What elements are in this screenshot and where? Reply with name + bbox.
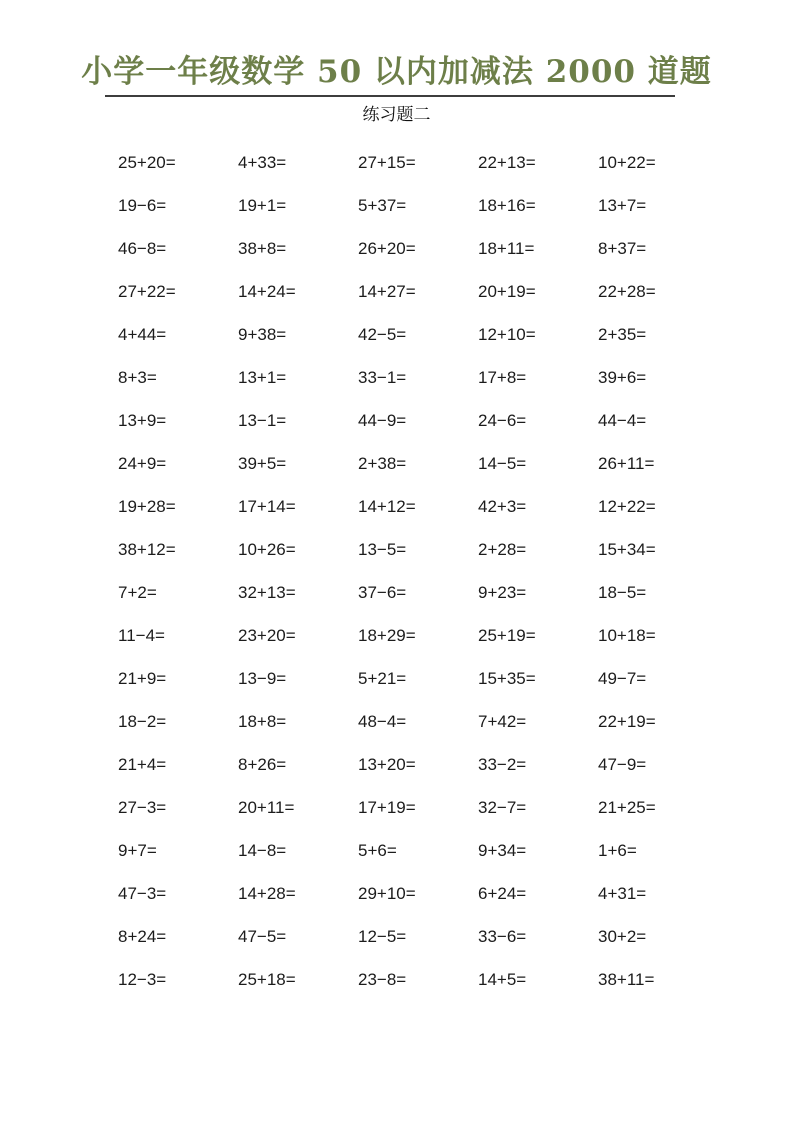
problem-cell: 22+19= [598, 712, 656, 731]
problem-cell: 8+3= [118, 368, 157, 387]
problem-cell: 14−8= [238, 841, 287, 860]
problem-cell: 44−4= [598, 411, 647, 430]
problem-cell: 32+13= [238, 583, 296, 602]
problem-cell: 2+38= [358, 454, 407, 473]
problem-cell: 42−5= [358, 325, 407, 344]
problem-cell: 26+20= [358, 239, 416, 258]
problem-cell: 25+18= [238, 970, 296, 989]
problem-cell: 25+20= [118, 153, 176, 172]
problem-cell: 33−1= [358, 368, 407, 387]
problem-cell: 21+9= [118, 669, 167, 688]
problem-cell: 8+24= [118, 927, 167, 946]
problem-cell: 27−3= [118, 798, 167, 817]
problem-cell: 4+33= [238, 153, 287, 172]
problem-cell: 18+16= [478, 196, 536, 215]
problem-cell: 4+44= [118, 325, 167, 344]
problem-cell: 38+11= [598, 970, 655, 989]
problem-cell: 18−2= [118, 712, 167, 731]
problem-cell: 1+6= [598, 841, 637, 860]
problem-cell: 30+2= [598, 927, 647, 946]
problem-cell: 48−4= [358, 712, 407, 731]
problem-cell: 13−9= [238, 669, 287, 688]
problem-cell: 13+7= [598, 196, 647, 215]
problem-cell: 23−8= [358, 970, 407, 989]
problem-cell: 5+21= [358, 669, 407, 688]
problem-cell: 8+37= [598, 239, 647, 258]
problem-cell: 20+19= [478, 282, 536, 301]
problem-cell: 38+12= [118, 540, 176, 559]
problem-cell: 39+6= [598, 368, 647, 387]
problem-cell: 12+10= [478, 325, 536, 344]
problem-cell: 2+35= [598, 325, 647, 344]
problem-cell: 13+1= [238, 368, 287, 387]
problem-cell: 46−8= [118, 239, 167, 258]
problem-cell: 33−6= [478, 927, 527, 946]
problem-cell: 20+11= [238, 798, 295, 817]
problem-cell: 18−5= [598, 583, 647, 602]
problem-cell: 13−1= [238, 411, 287, 430]
worksheet-subtitle: 练习题二 [362, 105, 431, 124]
problem-cell: 4+31= [598, 884, 647, 903]
problem-cell: 32−7= [478, 798, 527, 817]
problem-cell: 14+28= [238, 884, 296, 903]
problem-cell: 8+26= [238, 755, 287, 774]
problem-cell: 18+29= [358, 626, 416, 645]
problem-cell: 7+42= [478, 712, 527, 731]
problem-cell: 33−2= [478, 755, 527, 774]
problem-cell: 39+5= [238, 454, 287, 473]
problem-cell: 9+23= [478, 583, 527, 602]
title-underline [105, 95, 675, 97]
problem-cell: 14+5= [478, 970, 527, 989]
problem-cell: 47−9= [598, 755, 647, 774]
problem-cell: 19+1= [238, 196, 287, 215]
problem-cell: 5+6= [358, 841, 397, 860]
problem-cell: 12−3= [118, 970, 167, 989]
problems-grid [118, 141, 793, 1001]
problem-cell: 12+22= [598, 497, 656, 516]
problem-cell: 14+27= [358, 282, 416, 301]
problem-cell: 24+9= [118, 454, 167, 473]
problem-cell: 9+7= [118, 841, 157, 860]
problem-cell: 10+22= [598, 153, 656, 172]
problem-cell: 15+35= [478, 669, 536, 688]
problem-cell: 18+8= [238, 712, 287, 731]
problem-cell: 47−3= [118, 884, 167, 903]
problem-cell: 17+8= [478, 368, 527, 387]
problem-cell: 49−7= [598, 669, 647, 688]
problem-cell: 47−5= [238, 927, 287, 946]
problem-cell: 12−5= [358, 927, 407, 946]
problem-cell: 19−6= [118, 196, 167, 215]
problem-cell: 22+28= [598, 282, 656, 301]
problem-cell: 9+38= [238, 325, 287, 344]
problem-cell: 14+24= [238, 282, 296, 301]
problem-cell: 5+37= [358, 196, 407, 215]
problem-cell: 14−5= [478, 454, 527, 473]
problem-cell: 22+13= [478, 153, 536, 172]
problem-cell: 24−6= [478, 411, 527, 430]
problem-cell: 37−6= [358, 583, 407, 602]
problem-cell: 29+10= [358, 884, 416, 903]
problem-cell: 9+34= [478, 841, 527, 860]
problem-cell: 27+15= [358, 153, 416, 172]
page-title: 小学一年级数学 50 以内加减法 2000 道题 [81, 54, 712, 90]
problem-cell: 11−4= [118, 626, 165, 645]
problem-cell: 18+11= [478, 239, 535, 258]
problem-cell: 7+2= [118, 583, 157, 602]
problem-cell: 13−5= [358, 540, 407, 559]
problem-cell: 38+8= [238, 239, 287, 258]
problem-cell: 10+26= [238, 540, 296, 559]
problem-cell: 17+14= [238, 497, 296, 516]
problem-cell: 15+34= [598, 540, 656, 559]
problem-cell: 44−9= [358, 411, 407, 430]
problem-cell: 42+3= [478, 497, 527, 516]
problem-cell: 21+4= [118, 755, 167, 774]
problem-cell: 13+9= [118, 411, 167, 430]
problem-cell: 26+11= [598, 454, 655, 473]
problem-cell: 23+20= [238, 626, 296, 645]
problem-cell: 13+20= [358, 755, 416, 774]
problem-cell: 27+22= [118, 282, 176, 301]
problem-cell: 14+12= [358, 497, 416, 516]
problem-cell: 25+19= [478, 626, 536, 645]
problem-cell: 10+18= [598, 626, 656, 645]
problem-cell: 17+19= [358, 798, 416, 817]
problem-cell: 2+28= [478, 540, 527, 559]
problem-cell: 19+28= [118, 497, 176, 516]
problem-cell: 21+25= [598, 798, 656, 817]
problem-cell: 6+24= [478, 884, 527, 903]
